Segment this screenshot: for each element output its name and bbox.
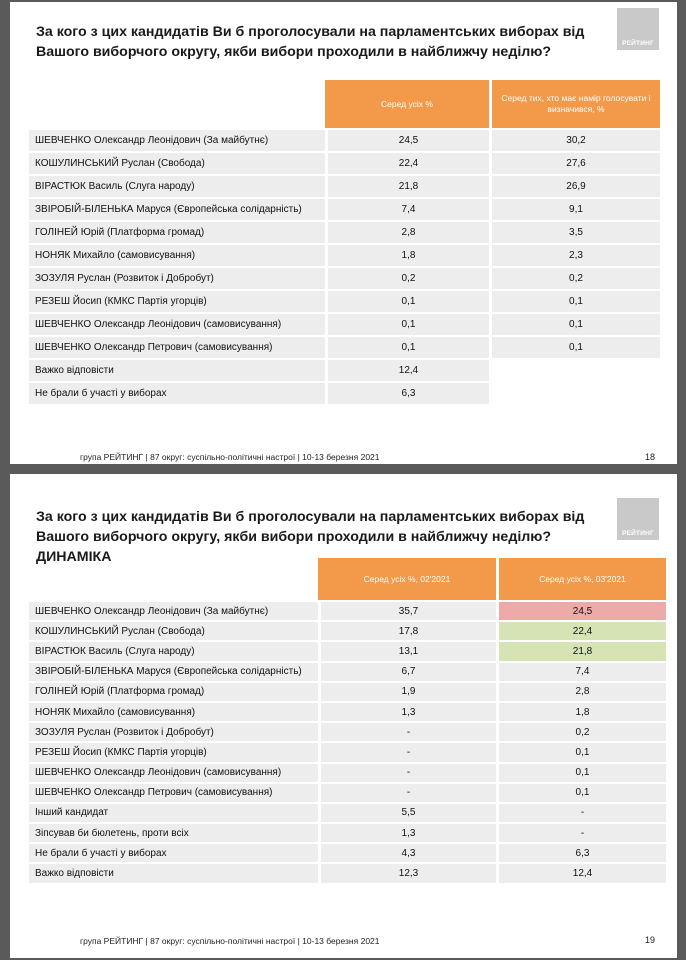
results-table [29,78,660,406]
table-row [29,153,660,174]
candidate-name: ЗОЗУЛЯ Руслан (Розвиток і Добробут) [29,268,325,289]
column-header-all: Серед усіх % [325,80,489,128]
candidate-name: НОНЯК Михайло (самовисування) [29,245,325,266]
candidate-name: Не брали б участі у виборах [29,844,318,862]
value-col-1: 24,5 [325,130,489,151]
header-blank [29,80,325,128]
value-col-1: 1,8 [325,245,489,266]
column-header-decided: Серед тих, хто має намір голосувати і визначився, % [489,80,660,128]
candidate-name: ЗВІРОБІЙ-БІЛЕНЬКА Маруся (Європейська солідарність) [29,199,325,220]
value-col-2: 2,3 [489,245,660,266]
header-blank [29,558,318,600]
value-col-2: 0,1 [489,314,660,335]
logo-text: РЕЙТИНГ [622,40,654,47]
table-row [29,383,660,404]
value-col-2: 0,1 [489,291,660,312]
value-col-1: 1,3 [318,703,496,721]
rating-logo [617,498,659,540]
candidate-name: ГОЛІНЕЙ Юрій (Платформа громад) [29,222,325,243]
dynamics-table [29,556,666,885]
candidate-name: Не брали б участі у виборах [29,383,325,404]
value-col-2: 0,2 [489,268,660,289]
candidate-name: ВІРАСТЮК Василь (Слуга народу) [29,176,325,197]
value-col-2: 3,5 [489,222,660,243]
value-col-1: 0,2 [325,268,489,289]
table-row [29,268,660,289]
value-col-1: 13,1 [318,642,496,660]
candidate-name: ШЕВЧЕНКО Олександр Леонідович (самовисування) [29,314,325,335]
candidate-name: ВІРАСТЮК Василь (Слуга народу) [29,642,318,660]
value-col-2: 22,4 [496,622,666,640]
candidate-name: ШЕВЧЕНКО Олександр Петрович (самовисування) [29,337,325,358]
value-col-2: 2,8 [496,683,666,701]
value-col-2: 0,1 [496,743,666,761]
value-col-1: 0,1 [325,314,489,335]
table-row [29,602,666,620]
table-row [29,222,660,243]
value-col-2: 7,4 [496,663,666,681]
table-row [29,245,660,266]
value-col-2: 6,3 [496,844,666,862]
candidate-name: Зіпсував би бюлетень, проти всіх [29,824,318,842]
value-col-2: 9,1 [489,199,660,220]
table-row [29,764,666,782]
value-col-1: 0,1 [325,337,489,358]
value-col-2: 24,5 [496,602,666,620]
candidate-name: ШЕВЧЕНКО Олександр Леонідович (За майбутнє) [29,130,325,151]
value-col-1: 22,4 [325,153,489,174]
value-col-1: - [318,743,496,761]
slide-title: За кого з цих кандидатів Ви б проголосували на парламентських виборах від Вашого виборчого округу, якби вибори проходили в найближчу неділю? [36,24,585,60]
candidate-name: ШЕВЧЕНКО Олександр Леонідович (самовисування) [29,764,318,782]
value-col-1: 35,7 [318,602,496,620]
footer: група РЕЙТИНГ | 87 округ: суспільно-політичні настрої | 10-13 березня 2021 [80,936,380,946]
table-row [29,176,660,197]
value-col-1: 1,3 [318,824,496,842]
table-row [29,824,666,842]
value-col-1: 1,9 [318,683,496,701]
value-col-2: - [496,804,666,822]
column-header-mar: Серед усіх %, 03'2021 [496,558,666,600]
value-col-2: 0,1 [496,764,666,782]
table-row [29,314,660,335]
candidate-name: ЗВІРОБІЙ-БІЛЕНЬКА Маруся (Європейська солідарність) [29,663,318,681]
column-header-feb: Серед усіх %, 02'2021 [318,558,496,600]
candidate-name: ЗОЗУЛЯ Руслан (Розвиток і Добробут) [29,723,318,741]
candidate-name: НОНЯК Михайло (самовисування) [29,703,318,721]
table-row [29,864,666,882]
table-row [29,199,660,220]
value-col-1: 0,1 [325,291,489,312]
slide-18 [10,2,677,464]
slide-19 [10,474,677,958]
value-col-2 [489,383,660,404]
table-row [29,642,666,660]
candidate-name: ШЕВЧЕНКО Олександр Леонідович (За майбутнє) [29,602,318,620]
candidate-name: Важко відповісти [29,360,325,381]
value-col-2: 0,1 [496,784,666,802]
page-number: 18 [644,452,655,462]
candidate-name: Інший кандидат [29,804,318,822]
value-col-1: - [318,784,496,802]
value-col-1: 4,3 [318,844,496,862]
table-row [29,723,666,741]
footer: група РЕЙТИНГ | 87 округ: суспільно-політичні настрої | 10-13 березня 2021 [80,452,380,462]
value-col-2: 21,8 [496,642,666,660]
value-col-2: 0,2 [496,723,666,741]
value-col-1: 5,5 [318,804,496,822]
slide-title: За кого з цих кандидатів Ви б проголосували на парламентських виборах від Вашого виборчого округу, якби вибори проходили в найближчу неділю? ДИНАМІКА [36,509,585,565]
table-row [29,337,660,358]
value-col-2: 26,9 [489,176,660,197]
candidate-name: ШЕВЧЕНКО Олександр Петрович (самовисування) [29,784,318,802]
candidate-name: ГОЛІНЕЙ Юрій (Платформа громад) [29,683,318,701]
value-col-1: 21,8 [325,176,489,197]
value-col-2: 27,6 [489,153,660,174]
value-col-1: - [318,764,496,782]
value-col-1: 6,7 [318,663,496,681]
candidate-name: КОШУЛИНСЬКИЙ Руслан (Свобода) [29,153,325,174]
table-row [29,804,666,822]
candidate-name: КОШУЛИНСЬКИЙ Руслан (Свобода) [29,622,318,640]
table-row [29,784,666,802]
table-row [29,844,666,862]
value-col-2: 1,8 [496,703,666,721]
value-col-1: 2,8 [325,222,489,243]
value-col-1: - [318,723,496,741]
table-row [29,130,660,151]
value-col-2 [489,360,660,381]
candidate-name: Важко відповісти [29,864,318,882]
value-col-2: 30,2 [489,130,660,151]
page-number: 19 [644,935,655,945]
value-col-1: 6,3 [325,383,489,404]
table-row [29,703,666,721]
value-col-2: - [496,824,666,842]
value-col-2: 0,1 [489,337,660,358]
value-col-1: 12,4 [325,360,489,381]
logo-text: РЕЙТИНГ [622,530,654,537]
table-row [29,663,666,681]
candidate-name: РЕЗЕШ Йосип (КМКС Партія угорців) [29,291,325,312]
candidate-name: РЕЗЕШ Йосип (КМКС Партія угорців) [29,743,318,761]
table-row [29,291,660,312]
value-col-1: 17,8 [318,622,496,640]
rating-logo [617,8,659,50]
value-col-2: 12,4 [496,864,666,882]
value-col-1: 7,4 [325,199,489,220]
table-row [29,360,660,381]
table-row [29,683,666,701]
table-row [29,743,666,761]
value-col-1: 12,3 [318,864,496,882]
table-row [29,622,666,640]
